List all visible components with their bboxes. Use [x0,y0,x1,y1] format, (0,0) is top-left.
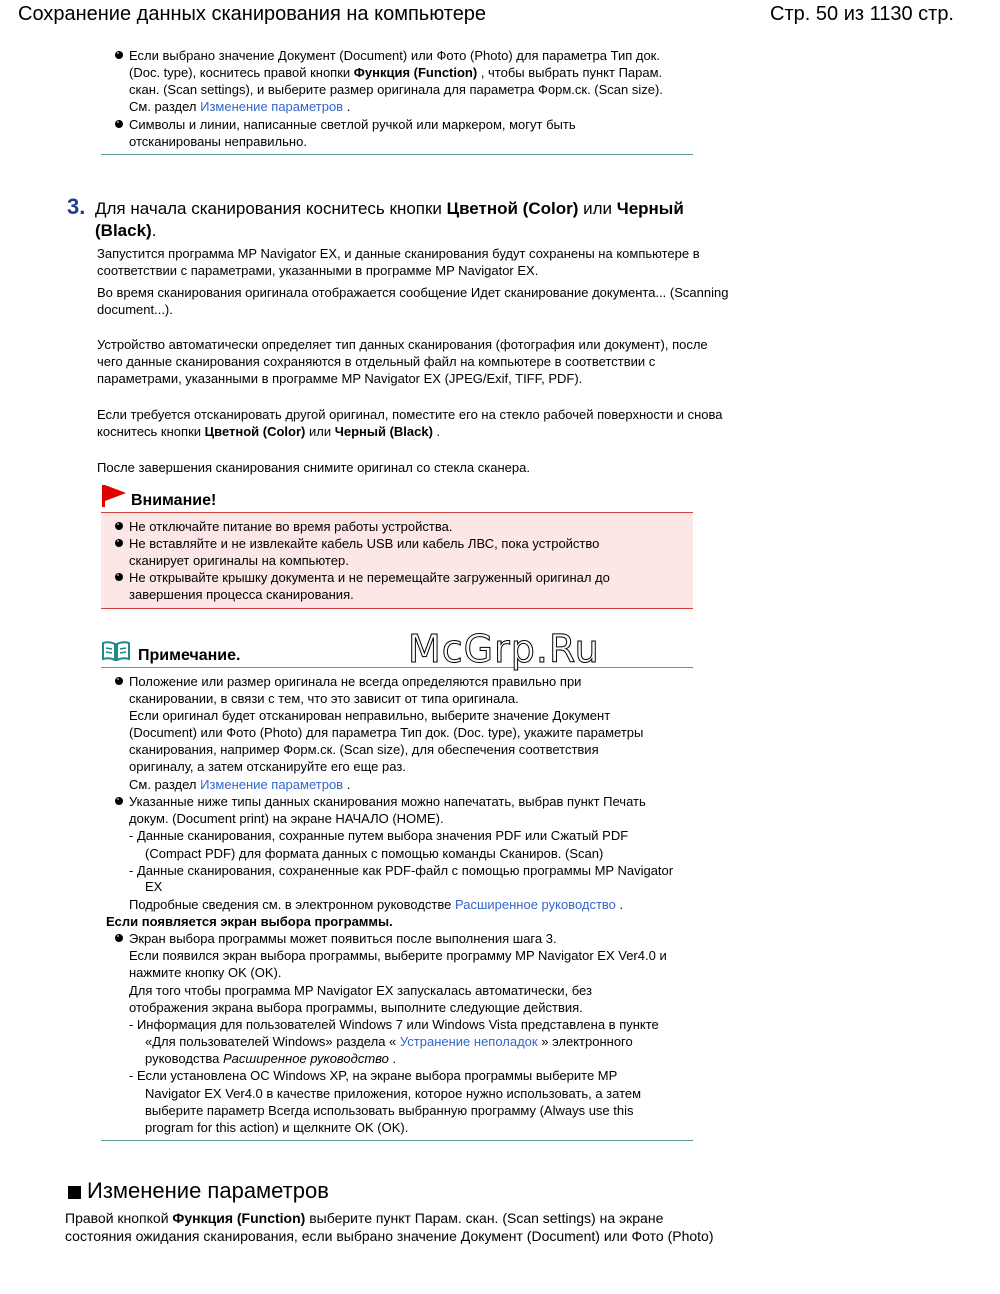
note-text: (Doc. type), коснитесь правой кнопки Функция (Function) , чтобы выбрать пункт Парам. [129,65,663,80]
paragraph-text: Если требуется отсканировать другой оригинал, поместите его на стекло рабочей поверхности и снова [97,407,723,422]
bullet-icon [115,677,123,685]
bullet-icon [115,539,123,547]
divider [101,154,693,155]
divider [101,608,693,609]
bullet-icon [115,573,123,581]
note-text: руководства Расширенное руководство . [145,1051,397,1066]
warning-item: Не отключайте питание во время работы устройства. [129,519,453,534]
warning-item: Не вставляйте и не извлекайте кабель USB или кабель ЛВС, пока устройство [129,536,600,551]
link-troubleshooting[interactable]: Устранение неполадок [399,1034,538,1049]
bullet-icon [115,522,123,530]
note-text: нажмите кнопку OK (OK). [129,965,282,980]
note-text: program for this action) и щелкните OK (OK). [145,1120,409,1135]
warning-item: Не открывайте крышку документа и не перемещайте загруженный оригинал до [129,570,610,585]
bullet-icon [115,51,123,59]
note-text: См. раздел Изменение параметров . [129,99,351,114]
note-text: - Данные сканирования, сохраненные как PDF-файл с помощью программы MP Navigator [129,863,674,878]
divider [101,1140,693,1141]
note-text: Если оригинал будет отсканирован неправильно, выберите значение Документ [129,708,611,723]
note-text: Положение или размер оригинала не всегда определяются правильно при [129,674,582,689]
step-number: 3. [67,194,86,219]
note-text: выберите параметр Всегда использовать выбранную программу (Always use this [145,1103,634,1118]
note-text: Если появился экран выбора программы, выберите программу MP Navigator EX Ver4.0 и [129,948,667,963]
paragraph-text: параметрами, указанными в программе MP Navigator EX (JPEG/Exif, TIFF, PDF). [97,371,583,386]
page-title: Сохранение данных сканирования на компьютере [18,3,487,25]
paragraph-text: document...). [97,302,173,317]
note-text: Navigator EX Ver4.0 в качестве приложения, которое нужно использовать, а затем [145,1086,642,1101]
paragraph-text: чего данные сканирования сохраняются в отдельный файл на компьютере в соответствии с [97,354,656,369]
step-heading: Для начала сканирования коснитесь кнопки Цветной (Color) или Черный [95,199,684,218]
paragraph-text: Правой кнопкой Функция (Function) выберите пункт Парам. скан. (Scan settings) на экране [65,1210,664,1226]
note-text: сканирования, например Форм.ск. (Scan size), для обеспечения соответствия [129,742,599,757]
warning-title: Внимание! [131,492,217,509]
note-text: скан. (Scan settings), и выберите размер оригинала для параметра Форм.ск. (Scan size). [129,82,663,97]
note-title: Примечание. [138,647,241,664]
note-text: Для того чтобы программа MP Navigator EX запускалась автоматически, без [129,983,592,998]
watermark: McGrp.Ru [408,627,600,671]
section-square-icon [68,1186,81,1199]
link-change-settings[interactable]: Изменение параметров [200,99,344,114]
note-text: (Compact PDF) для формата данных с помощью команды Сканиров. (Scan) [145,846,604,861]
bullet-icon [115,934,123,942]
step-heading: (Black). [95,221,157,240]
note-text: - Данные сканирования, сохранные путем выбора значения PDF или Сжатый PDF [129,828,629,843]
warning-item: завершения процесса сканирования. [129,587,354,602]
note-text: - Если установлена ОС Windows XP, на экране выбора программы выберите MP [129,1068,618,1083]
book-icon [102,641,130,661]
note-text: «Для пользователей Windows» раздела « Устранение неполадок » электронного [145,1034,633,1049]
link-change-settings[interactable]: Изменение параметров [200,777,344,792]
note-text: оригиналу, а затем отсканируйте его еще раз. [129,759,406,774]
warning-flag-icon [101,485,127,507]
note-text: См. раздел Изменение параметров . [129,777,351,792]
paragraph-text: После завершения сканирования снимите оригинал со стекла сканера. [97,460,530,475]
section-title: Изменение параметров [87,1178,329,1203]
paragraph-text: Запустится программа MP Navigator EX, и данные сканирования будут сохранены на компьютере в [97,246,700,261]
note-text: Если выбрано значение Документ (Document) или Фото (Photo) для параметра Тип док. [129,48,660,63]
paragraph-text: Устройство автоматически определяет тип данных сканирования (фотография или документ), после [97,337,708,352]
link-extended-guide[interactable]: Расширенное руководство [454,897,616,912]
divider [101,667,693,668]
note-text: Экран выбора программы может появиться после выполнения шага 3. [129,931,557,946]
note-text: Подробные сведения см. в электронном руководстве Расширенное руководство . [129,897,624,912]
paragraph-text: соответствии с параметрами, указанными в программе MP Navigator EX. [97,263,539,278]
page-counter: Стр. 50 из 1130 стр. [770,3,954,25]
note-text: сканировании, в связи с тем, что это зависит от типа оригинала. [129,691,519,706]
note-text: - Информация для пользователей Windows 7 или Windows Vista представлена в пункте [129,1017,659,1032]
note-subheading: Если появляется экран выбора программы. [106,914,393,929]
warning-item: сканирует оригиналы на компьютер. [129,553,349,568]
note-text: отсканированы неправильно. [129,134,307,149]
note-text: EX [145,879,163,894]
note-text: докум. (Document print) на экране НАЧАЛО (HOME). [129,811,444,826]
paragraph-text: Во время сканирования оригинала отображается сообщение Идет сканирование документа... (Scanning [97,285,729,300]
note-text: Указанные ниже типы данных сканирования можно напечатать, выбрав пункт Печать [129,794,646,809]
bullet-icon [115,797,123,805]
note-text: Символы и линии, написанные светлой ручкой или маркером, могут быть [129,117,576,132]
paragraph-text: состояния ожидания сканирования, если выбрано значение Документ (Document) или Фото (Photo) [65,1228,714,1244]
paragraph-text: коснитесь кнопки Цветной (Color) или Черный (Black) . [97,424,441,439]
note-text: отображения экрана выбора программы, выполните следующие действия. [129,1000,583,1015]
note-text: (Document) или Фото (Photo) для параметра Тип док. (Doc. type), укажите параметры [129,725,644,740]
bullet-icon [115,120,123,128]
